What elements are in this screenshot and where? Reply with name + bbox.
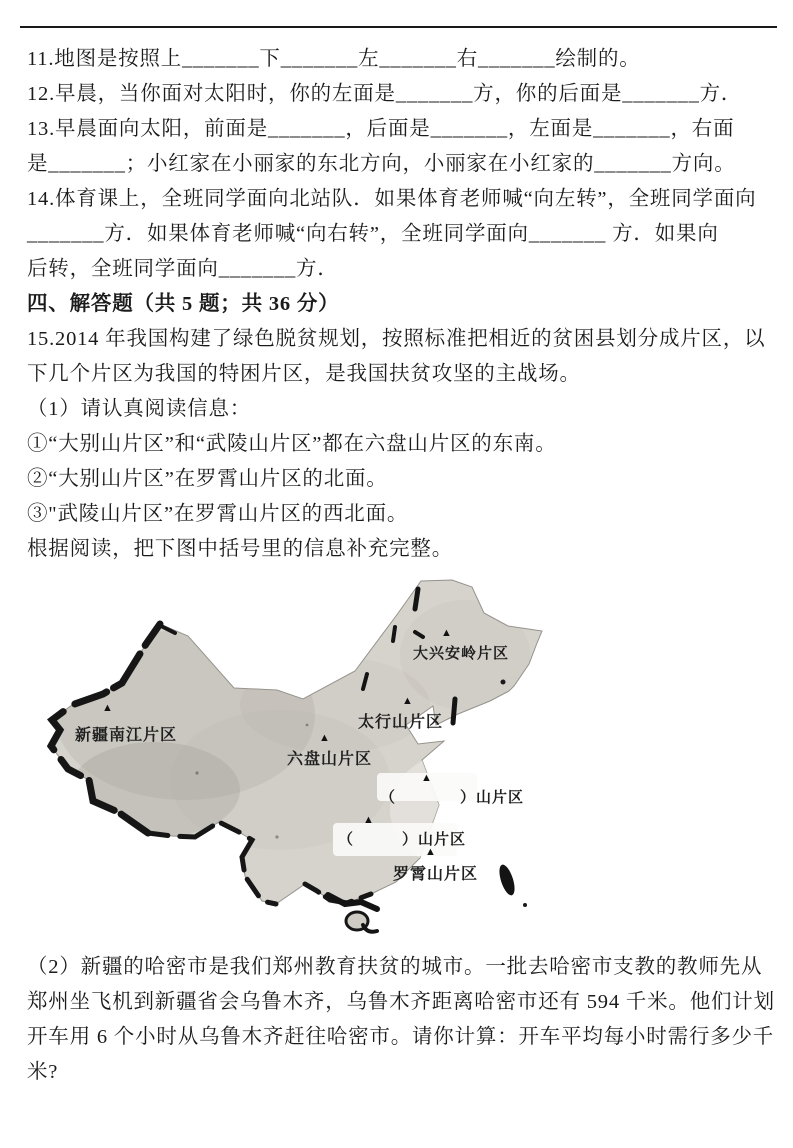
- mountain-marker-icon: ▲: [319, 732, 330, 744]
- map-label-blank-2: （ ）山片区: [338, 831, 467, 848]
- question-15-part2-line3: 开车用 6 个小时从乌鲁木齐赶往哈密市。请你计算：开车平均每小时需行多少千: [27, 1026, 775, 1048]
- question-15-line1: 15.2014 年我国构建了绿色脱贫规划，按照标准把相近的贫困县划分成片区，以: [27, 328, 766, 350]
- section-4-header: 四、解答题（共 5 题；共 36 分）: [27, 293, 340, 315]
- question-13-line1: 13.早晨面向太阳，前面是_______，后面是_______，左面是_______，右面: [27, 118, 735, 140]
- question-15-info1: ①“大别山片区”和“武陵山片区”都在六盘山片区的东南。: [27, 433, 557, 455]
- map-label-daxinganling: 大兴安岭片区: [413, 645, 510, 662]
- taiwan-island-shape: [496, 863, 517, 897]
- worksheet-page: [0, 26, 793, 1148]
- question-15-part1: （1）请认真阅读信息：: [27, 398, 252, 420]
- map-label-luoxiaoshan: 罗霄山片区: [393, 866, 479, 883]
- question-13-line2: 是_______；小红家在小丽家的东北方向，小丽家在小红家的_______方向。: [27, 153, 736, 175]
- question-15-info3: ③"武陵山片区”在罗霄山片区的西北面。: [27, 503, 409, 525]
- map-label-taihangshan: 太行山片区: [358, 714, 444, 731]
- question-11: 11.地图是按照上_______下_______左_______右_______绘制的。: [27, 48, 641, 70]
- question-15-line2: 下几个片区为我国的特困片区，是我国扶贫攻坚的主战场。: [27, 363, 581, 385]
- map-label-blank-1: （ ）山片区: [380, 789, 525, 806]
- mountain-marker-icon: ▲: [441, 627, 452, 639]
- mountain-marker-icon: ▲: [102, 702, 113, 714]
- mountain-marker-icon: ▲: [402, 695, 413, 707]
- question-15-info2: ②“大别山片区”在罗霄山片区的北面。: [27, 468, 388, 490]
- question-14-line1: 14.体育课上，全班同学面向北站队．如果体育老师喊“向左转”，全班同学面向: [27, 188, 757, 210]
- question-14-line2: _______方．如果体育老师喊“向右转”，全班同学面向_______ 方．如果向: [27, 223, 719, 245]
- question-12: 12.早晨，当你面对太阳时，你的左面是_______方，你的后面是_______方．: [27, 83, 743, 105]
- map-label-liupanshan: 六盘山片区: [287, 751, 373, 768]
- question-15-part2-line4: 米?: [27, 1061, 59, 1083]
- question-15-instruction: 根据阅读，把下图中括号里的信息补充完整。: [27, 538, 453, 560]
- map-label-xinjiang-nanjiang: 新疆南江片区: [75, 727, 178, 744]
- mountain-marker-icon: ▲: [421, 772, 432, 784]
- china-map-figure: [45, 575, 550, 943]
- mountain-marker-icon: ▲: [425, 846, 436, 858]
- question-14-line3: 后转，全班同学面向_______方．: [27, 258, 339, 280]
- mountain-marker-icon: ▲: [363, 814, 374, 826]
- question-15-part2-line2: 郑州坐飞机到新疆省会乌鲁木齐，乌鲁木齐距离哈密市还有 594 千米。他们计划: [27, 991, 775, 1013]
- top-rule: [20, 26, 777, 28]
- question-15-part2-line1: （2）新疆的哈密市是我们郑州教育扶贫的城市。一批去哈密市支教的教师先从: [27, 956, 763, 978]
